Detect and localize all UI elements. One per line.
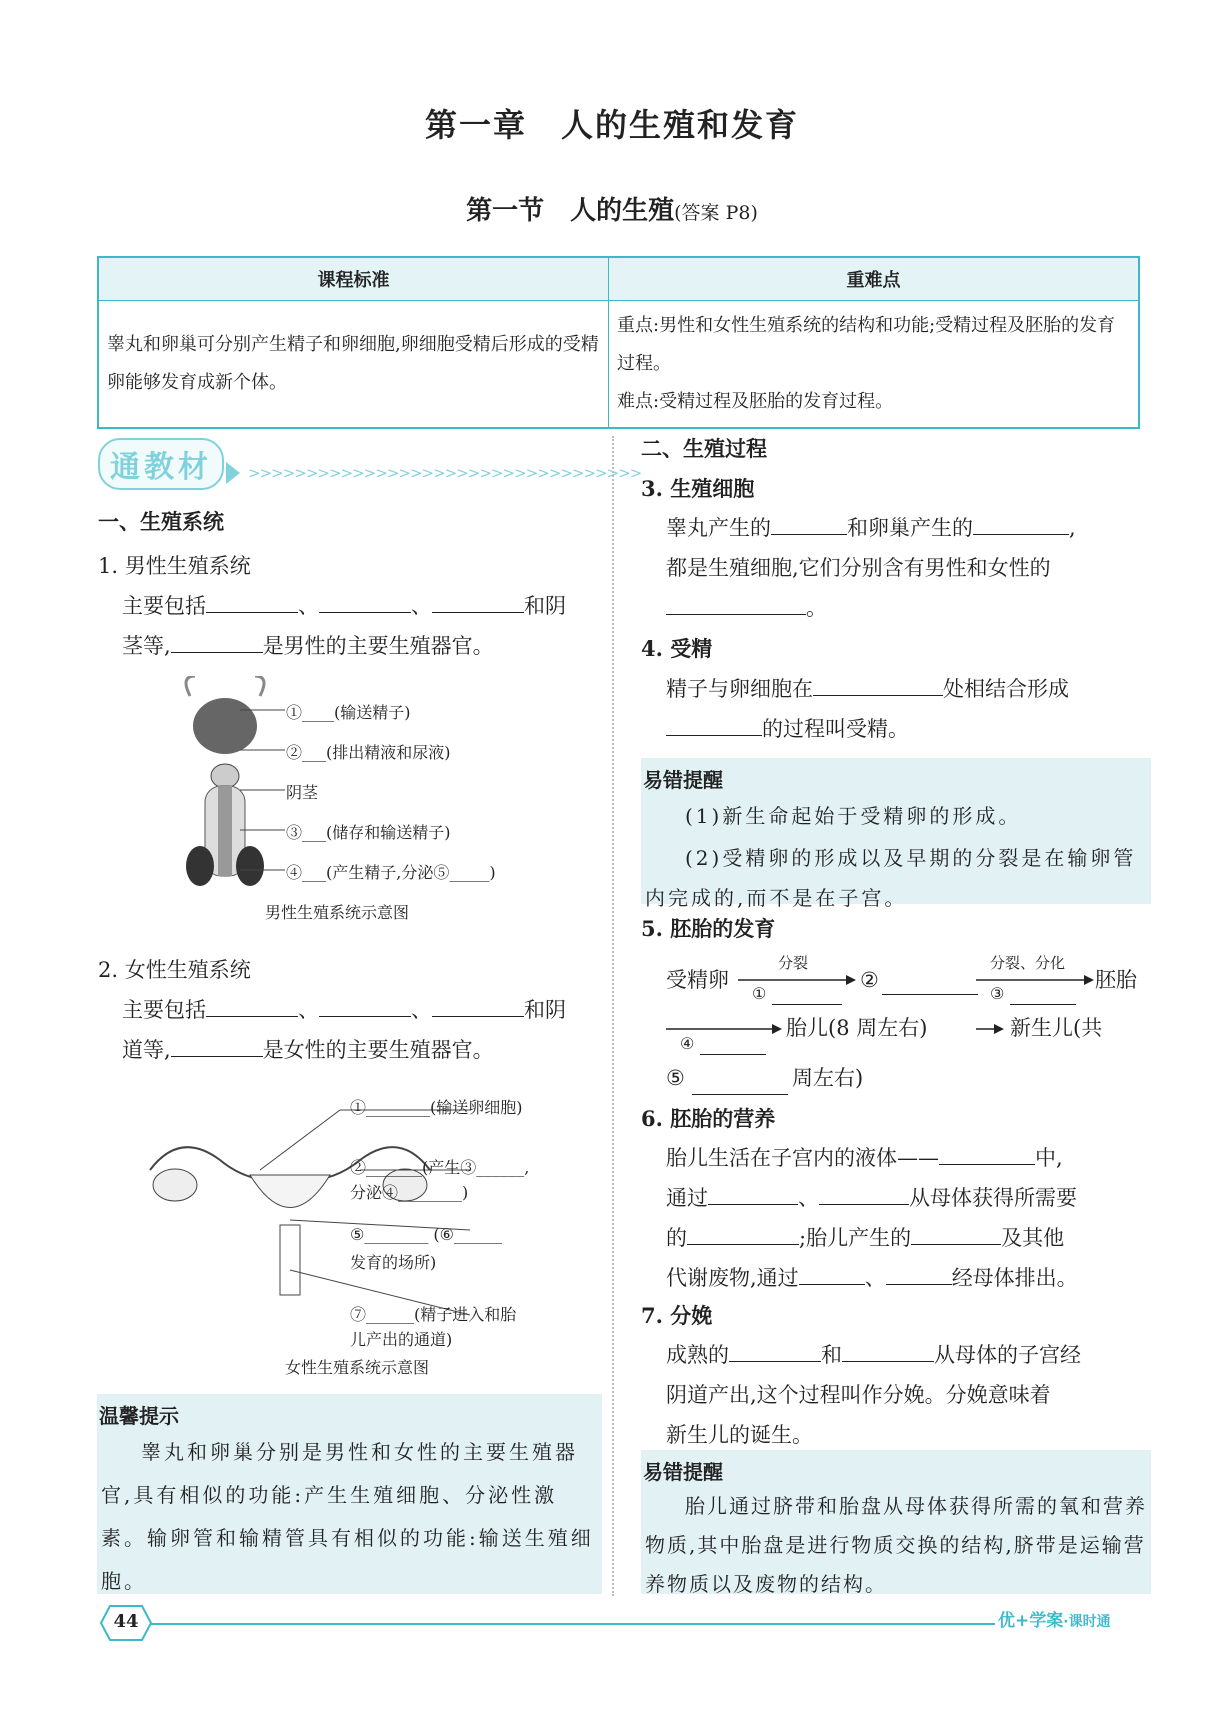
text: 中, xyxy=(1035,1146,1063,1170)
text: 从母体获得所需要 xyxy=(909,1186,1077,1210)
column-divider xyxy=(612,436,614,1596)
banner-label: 通教材 xyxy=(98,438,224,490)
key-points-text xyxy=(609,301,1140,429)
germ-cells-text xyxy=(666,508,1146,628)
text: 代谢废物,通过 xyxy=(666,1266,799,1290)
text: 新生儿的诞生。 xyxy=(666,1423,813,1447)
childbirth-text xyxy=(666,1335,1146,1455)
banner-chevrons: >>>>>>>>>>>>>>>>>>>>>>>>>>>>>>>>>> xyxy=(248,463,642,482)
text: 经母体排出。 xyxy=(951,1266,1078,1290)
standard-text: 睾丸和卵巢可分别产生精子和卵细胞,卵细胞受精后形成的受精卵能够发育成新个体。 xyxy=(98,301,609,429)
fill-blank[interactable] xyxy=(819,1182,909,1205)
heading-embryo-nutrition: 6. 胚胎的营养 xyxy=(641,1106,776,1131)
flow-embryo: 胚胎 xyxy=(1095,968,1137,992)
fill-blank[interactable] xyxy=(700,1032,766,1055)
fill-blank[interactable] xyxy=(771,512,847,535)
flow-split-label: 分裂 xyxy=(778,954,809,972)
male-label-2: ②___(排出精液和尿液) xyxy=(286,743,451,762)
female-label-2: ②_______(产生③______, xyxy=(350,1158,530,1177)
text: 的 xyxy=(666,1226,687,1250)
heading-germ-cells: 3. 生殖细胞 xyxy=(641,476,755,501)
brand-subtitle: ·课时通 xyxy=(1063,1614,1111,1630)
text: 是女性的主要生殖器官。 xyxy=(262,1038,494,1062)
text: 胎儿生活在子宫内的液体—— xyxy=(666,1146,939,1170)
warning-text: 胎儿通过脐带和胎盘从母体获得所需的氧和营养物质,其中胎盘是进行物质交换的结构,脐带是运输营养物质以及废物的结构。 xyxy=(645,1494,1147,1596)
fill-blank[interactable] xyxy=(171,1034,263,1057)
fill-blank[interactable] xyxy=(206,994,298,1017)
flow-arrow-4-icon xyxy=(976,1017,1006,1041)
heading-female-system: 2. 女性生殖系统 xyxy=(98,958,251,982)
flow-newborn: 新生儿(共 xyxy=(1010,1016,1103,1040)
fill-blank[interactable] xyxy=(729,1339,821,1362)
banner-arrow-icon xyxy=(224,460,242,486)
text: 和阴 xyxy=(524,594,566,618)
flow-split-differentiate-label: 分裂、分化 xyxy=(990,954,1066,972)
nutrition-text xyxy=(666,1138,1146,1298)
text: 和 xyxy=(821,1343,842,1367)
fill-blank[interactable] xyxy=(882,972,978,995)
footer-line xyxy=(150,1623,995,1625)
fill-blank[interactable] xyxy=(842,1339,934,1362)
flow-blank-2-marker: ② xyxy=(860,968,879,992)
female-reproductive-diagram xyxy=(140,1090,503,1320)
female-label-2b: 分泌④________) xyxy=(350,1183,469,1202)
text: 。 xyxy=(806,596,827,620)
answer-reference: (答案 P8) xyxy=(674,202,758,224)
warning-title: 易错提醒 xyxy=(643,1460,723,1484)
fill-blank[interactable] xyxy=(692,1072,788,1095)
text: 阴道产出,这个过程叫作分娩。分娩意味着 xyxy=(666,1383,1051,1407)
warning-box-1 xyxy=(641,758,1151,910)
text: 精子与卵细胞在 xyxy=(666,677,813,701)
text: 、 xyxy=(411,998,432,1022)
fill-blank[interactable] xyxy=(911,1222,1001,1245)
fill-blank[interactable] xyxy=(432,994,524,1017)
fill-blank[interactable] xyxy=(206,590,298,613)
chapter-title: 第一章 人的生殖和发育 xyxy=(424,106,799,144)
heading-male-system: 1. 男性生殖系统 xyxy=(98,554,251,578)
table-header-key-points: 重难点 xyxy=(609,257,1140,301)
fill-blank[interactable] xyxy=(171,630,263,653)
text: 主要包括 xyxy=(122,594,206,618)
text: ;胎儿产生的 xyxy=(799,1226,912,1250)
text: 通过 xyxy=(666,1186,708,1210)
key-points-line: 重点:男性和女性生殖系统的结构和功能;受精过程及胚胎的发育过程。 xyxy=(617,315,1116,374)
tip-text: 睾丸和卵巢分别是男性和女性的主要生殖器官,具有相似的功能:产生生殖细胞、分泌性激素。输卵管和输精管具有相似的功能:输送生殖细胞。 xyxy=(101,1440,594,1593)
section-title xyxy=(0,190,1224,227)
fertilization-text xyxy=(666,669,1146,749)
text: 、 xyxy=(411,594,432,618)
fill-blank[interactable] xyxy=(319,590,411,613)
text: 和阴 xyxy=(524,998,566,1022)
fill-blank[interactable] xyxy=(666,592,806,615)
text: 睾丸产生的 xyxy=(666,516,771,540)
male-label-3: ③___(储存和输送精子) xyxy=(286,823,451,842)
female-diagram-caption: 女性生殖系统示意图 xyxy=(285,1358,430,1377)
female-label-5: ⑤________ (⑥______ xyxy=(350,1225,503,1244)
difficult-points-line: 难点:受精过程及胚胎的发育过程。 xyxy=(617,391,894,412)
text: , xyxy=(1069,516,1076,540)
male-label-penis: 阴茎 xyxy=(286,783,319,802)
text: 茎等, xyxy=(122,634,171,658)
fill-blank[interactable] xyxy=(799,1262,865,1285)
section-title-text: 第一节 人的生殖 xyxy=(466,196,675,226)
heading-embryo-development: 5. 胚胎的发育 xyxy=(641,916,776,941)
warning-point-2: (2)受精卵的形成以及早期的分裂是在输卵管内完成的,而不是在子宫。 xyxy=(645,846,1137,910)
female-system-text xyxy=(122,990,602,1070)
text: 、 xyxy=(798,1186,819,1210)
text: 道等, xyxy=(122,1038,171,1062)
fill-blank[interactable] xyxy=(319,994,411,1017)
flow-weeks: 周左右) xyxy=(792,1066,864,1090)
text: 及其他 xyxy=(1001,1226,1065,1250)
text: 从母体的子宫经 xyxy=(934,1343,1081,1367)
text: 主要包括 xyxy=(122,998,206,1022)
heading-childbirth: 7. 分娩 xyxy=(641,1303,713,1328)
text: 是男性的主要生殖器官。 xyxy=(262,634,494,658)
table-header-standard: 课程标准 xyxy=(98,257,609,301)
course-standards-table xyxy=(97,256,1140,429)
text: 、 xyxy=(298,998,319,1022)
flow-zygote: 受精卵 xyxy=(666,968,729,992)
flow-blank-3-marker: ③ xyxy=(990,984,1005,1003)
brand-name: 优+学案 xyxy=(998,1611,1064,1631)
fill-blank[interactable] xyxy=(886,1262,952,1285)
warning-point-1: (1)新生命起始于受精卵的形成。 xyxy=(685,804,1022,828)
text: 、 xyxy=(298,594,319,618)
section-banner xyxy=(98,438,641,490)
text: 、 xyxy=(864,1266,886,1290)
male-diagram-caption: 男性生殖系统示意图 xyxy=(265,903,410,922)
male-label-4: ④___(产生精子,分泌⑤_____) xyxy=(286,863,496,882)
warning-box-2 xyxy=(641,1450,1151,1594)
fill-blank[interactable] xyxy=(708,1182,798,1205)
fill-blank[interactable] xyxy=(432,590,524,613)
flow-blank-5-marker: ⑤ xyxy=(666,1066,685,1090)
heading-reproductive-system: 一、生殖系统 xyxy=(98,510,224,534)
fill-blank[interactable] xyxy=(687,1222,799,1245)
female-label-7b: 儿产出的通道) xyxy=(350,1330,453,1349)
fill-blank[interactable] xyxy=(813,673,943,696)
text: 成熟的 xyxy=(666,1343,729,1367)
tip-box xyxy=(97,1394,602,1594)
page-number: 44 xyxy=(113,1611,139,1632)
text: 都是生殖细胞,它们分别含有男性和女性的 xyxy=(666,556,1051,580)
fill-blank[interactable] xyxy=(973,512,1069,535)
fill-blank[interactable] xyxy=(1010,982,1076,1005)
heading-fertilization: 4. 受精 xyxy=(641,636,713,661)
brand-logo xyxy=(998,1606,1111,1631)
fill-blank[interactable] xyxy=(772,982,842,1005)
male-system-text xyxy=(122,586,602,666)
male-label-1: ①____(输送精子) xyxy=(286,703,411,722)
flow-blank-4-marker: ④ xyxy=(680,1034,695,1053)
female-label-5b: 发育的场所) xyxy=(350,1253,437,1272)
female-label-7: ⑦______(精子进入和胎 xyxy=(350,1305,517,1324)
female-label-1: ①________(输送卵细胞) xyxy=(350,1098,523,1117)
text: 处相结合形成 xyxy=(943,677,1069,701)
tip-title: 温馨提示 xyxy=(99,1404,179,1428)
fill-blank[interactable] xyxy=(939,1142,1035,1165)
flow-blank-1-marker: ① xyxy=(752,984,767,1003)
fill-blank[interactable] xyxy=(666,713,762,736)
warning-title: 易错提醒 xyxy=(643,768,723,792)
text: 和卵巢产生的 xyxy=(847,516,973,540)
heading-reproduction-process: 二、生殖过程 xyxy=(641,437,767,461)
text: 的过程叫受精。 xyxy=(762,717,909,741)
flow-fetus: 胎儿(8 周左右) xyxy=(786,1016,928,1040)
